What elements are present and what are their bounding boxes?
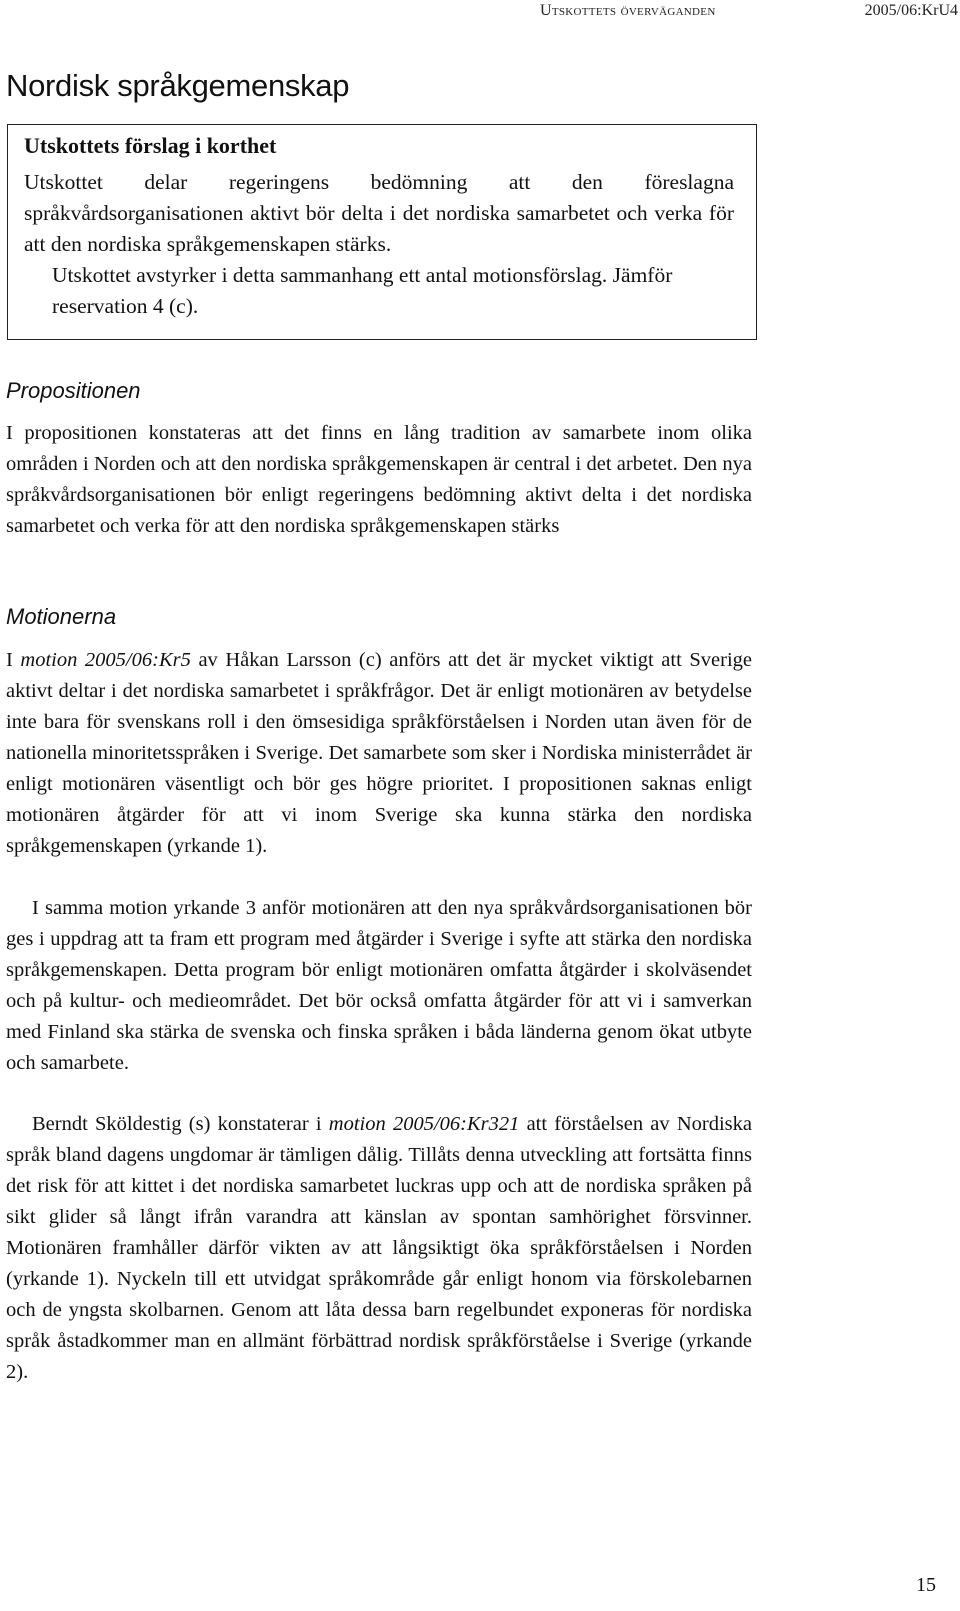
summary-text: Utskottet delar regeringens bedömning att den föreslagna språkvårdsorganisationen aktivt bör delta i det nordiska samarbetet och verka för att den nordiska språkgemenskapen stärks.: [24, 170, 734, 256]
page-title: Nordisk språkgemenskap: [6, 68, 350, 103]
header-document-id: 2005/06:KrU4: [864, 2, 958, 19]
motionerna-heading: Motionerna: [6, 604, 117, 629]
motion-reference-kr321: motion 2005/06:Kr321: [328, 1113, 520, 1135]
paragraph-3-text: att förståelsen av Nordiska språk bland dagens ungdomar är tämligen dålig. Tillåts denna utveckling att fortsätta finns det risk för att kittet i det nordiska samarbetet luckras upp och att de nordiska språken på sikt glider så långt ifrån varandra att känslan av spontan samhörighet försvinner. Motionären framhåller därför vikten av att långsiktigt öka språkförståelsen i Norden (yrkande 1). Nyckeln till ett utvidgat språkområde går enligt honom via förskolebarnen och de yngsta skolbarnen. Genom att låta dessa barn regelbundet exponeras för nordiska språk åstadkommer man en allmänt förbättrad nordisk språkförståelse i Sverige (yrkande 2).: [6, 1113, 752, 1383]
running-header: [540, 2, 958, 26]
page-number: 15: [916, 1574, 936, 1596]
motion-paragraph-3: [6, 1109, 752, 1388]
header-section-label: Utskottets överväganden: [540, 2, 716, 19]
paragraph-3-pre: Berndt Sköldestig (s) konstaterar i: [32, 1113, 329, 1135]
summary-box: [7, 124, 757, 340]
summary-recommendation: Utskottet avstyrker i detta sammanhang ett antal motionsförslag. Jämför reservation 4 (c).: [52, 263, 673, 318]
motion-paragraph-1: [6, 645, 752, 862]
paragraph-1-text: av Håkan Larsson (c) anförs att det är mycket viktigt att Sverige aktivt deltar i det nordiska samarbetet i språkfrågor. Det är enligt motionären av betydelse inte bara för svenskans roll i den ömsesidiga språkförståelsen i Norden utan även för de nationella minoritetsspråken i Sverige. Det samarbete som sker i Nordiska ministerrådet är enligt motionären väsentligt och bör ges högre prioritet. I propositionen saknas enligt motionären åtgärder för att vi inom Sverige ska kunna stärka den nordiska språkgemenskapen (yrkande 1).: [6, 649, 752, 857]
motion-reference-kr5: motion 2005/06:Kr5: [20, 649, 191, 671]
propositionen-heading: Propositionen: [6, 378, 141, 403]
propositionen-paragraph: I propositionen konstateras att det finns en lång tradition av samarbete inom olika områden i Norden och att den nordiska språkgemenskapen är central i det arbetet. Den nya språkvårdsorganisationen bör enligt regeringens bedömning aktivt delta i det nordiska samarbetet och verka för att den nordiska språkgemenskapen stärks: [6, 422, 752, 537]
paragraph-1-pre: I: [6, 649, 21, 671]
summary-heading: Utskottets förslag i korthet: [24, 133, 277, 158]
motion-paragraph-2: I samma motion yrkande 3 anför motionären att den nya språkvårdsorganisationen bör ges i uppdrag att ta fram ett program med åtgärder i Sverige i syfte att stärka den nordiska språkgemenskapen. Detta program bör enligt motionären omfatta åtgärder i skolväsendet och på kultur- och medieområdet. Det bör också omfatta åtgärder för att vi i samverkan med Finland ska stärka de svenska och finska språken i båda länderna genom ökat utbyte och samarbete.: [6, 897, 752, 1074]
